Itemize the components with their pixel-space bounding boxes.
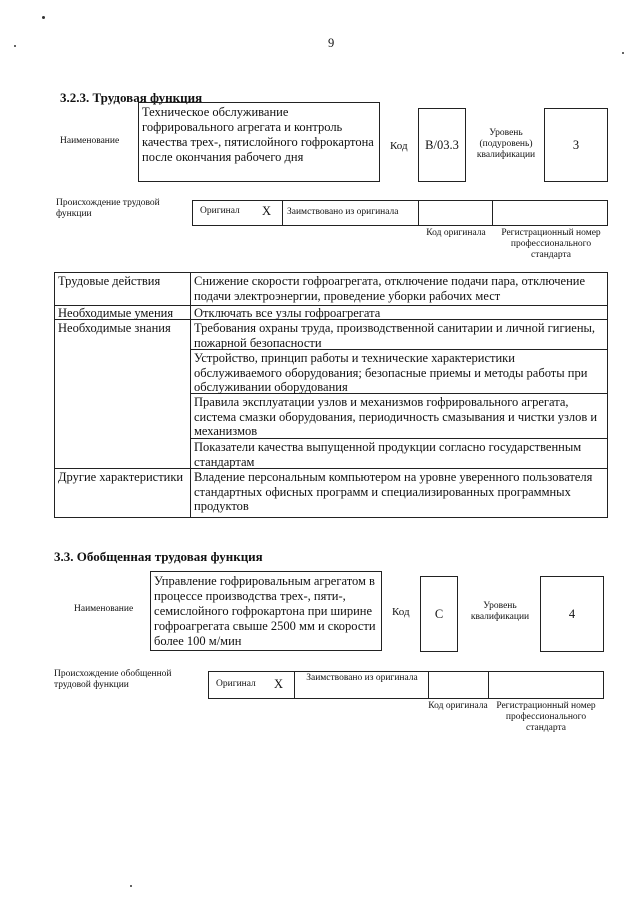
- code-original-label-33: Код оригинала: [428, 701, 488, 711]
- divider: [492, 200, 493, 226]
- table-row-label: Трудовые действия: [58, 274, 161, 288]
- original-label-33: Оригинал: [216, 679, 256, 689]
- code-box-323: [418, 108, 466, 182]
- original-mark-33: X: [274, 677, 284, 691]
- section-heading-33: 3.3. Обобщенная трудовая функция: [54, 549, 263, 564]
- borrowed-label-33: Заимствовано из оригинала: [306, 673, 418, 683]
- original-label-323: Оригинал: [200, 206, 240, 216]
- code-label-323: Код: [390, 140, 408, 152]
- function-name-box-323: [138, 102, 380, 182]
- code-value-33: C: [434, 606, 444, 621]
- divider: [418, 200, 419, 226]
- origin-row-323: [192, 200, 608, 226]
- code-box-33: [420, 576, 458, 652]
- table-row-label: Необходимые знания: [58, 321, 171, 335]
- divider: [428, 671, 429, 699]
- table-row-value: Владение персональным компьютером на уровне уверенного пользователя стандартных офисных программ и специализированных программных продуктов: [194, 470, 593, 513]
- table-row-label: Необходимые умения: [58, 306, 174, 320]
- table-row-value: Отключать все узлы гофроагрегата: [194, 306, 381, 320]
- divider: [294, 671, 295, 699]
- level-label-323: Уровень (подуровень) квалификации: [476, 128, 536, 160]
- scan-speck: [622, 52, 624, 54]
- divider: [282, 200, 283, 226]
- origin-label-323: Происхождение трудовой функции: [56, 198, 160, 219]
- code-label-33: Код: [392, 606, 410, 618]
- code-original-label-323: Код оригинала: [426, 228, 486, 238]
- original-mark-323: X: [262, 204, 272, 218]
- level-box-33: [540, 576, 604, 652]
- table-row-value: Правила эксплуатации узлов и механизмов гофрировального агрегата, система смазки оборудования, периодичность смазывания и чистки узлов и механизмов: [194, 395, 598, 438]
- origin-label-33: Происхождение обобщенной трудовой функции: [54, 669, 172, 690]
- scan-speck: [42, 16, 45, 19]
- scan-speck: [130, 885, 132, 887]
- level-value-33: 4: [568, 606, 576, 621]
- page-number: 9: [328, 36, 335, 50]
- table-row-value: Требования охраны труда, производственной санитарии и личной гигиены, пожарной безопасности: [194, 321, 596, 350]
- table-row-value: Показатели качества выпущенной продукции согласно государственным стандартам: [194, 440, 582, 469]
- reg-number-label-33: Регистрационный номер профессионального стандарта: [496, 701, 596, 733]
- scan-speck: [14, 45, 16, 47]
- function-name-33: Управление гофрировальным агрегатом в процессе производства трех-, пяти-, семислойного гофрокартона при ширине гофроагрегата свыше 2500 мм и скорости более 100 м/мин: [154, 574, 376, 648]
- level-label-33: Уровень квалификации: [470, 601, 530, 622]
- table-row-label: Другие характеристики: [58, 470, 184, 484]
- reg-number-label-323: Регистрационный номер профессионального стандарта: [501, 228, 601, 260]
- table-row-value: Снижение скорости гофроагрегата, отключение подачи пара, отключение подачи электроэнергии, проведение уборки рабочих мест: [194, 274, 586, 303]
- table-row-value: Устройство, принцип работы и технические характеристики обслуживаемого оборудования; безопасные приемы и методы работы при обслуживании оборудования: [194, 351, 588, 394]
- divider: [488, 671, 489, 699]
- function-name-box-33: [150, 571, 382, 651]
- function-name-323: Техническое обслуживание гофрировального агрегата и контроль качества трех-, пятислойного гофрокартона после окончания рабочего дня: [142, 105, 374, 164]
- code-value-323: B/03.3: [425, 137, 459, 152]
- level-box-323: [544, 108, 608, 182]
- borrowed-label-323: Заимствовано из оригинала: [287, 207, 399, 217]
- level-value-323: 3: [572, 137, 580, 152]
- section-heading-323: 3.2.3. Трудовая функция: [60, 90, 203, 105]
- name-label-33: Наименование: [74, 604, 134, 614]
- name-label-323: Наименование: [60, 136, 120, 146]
